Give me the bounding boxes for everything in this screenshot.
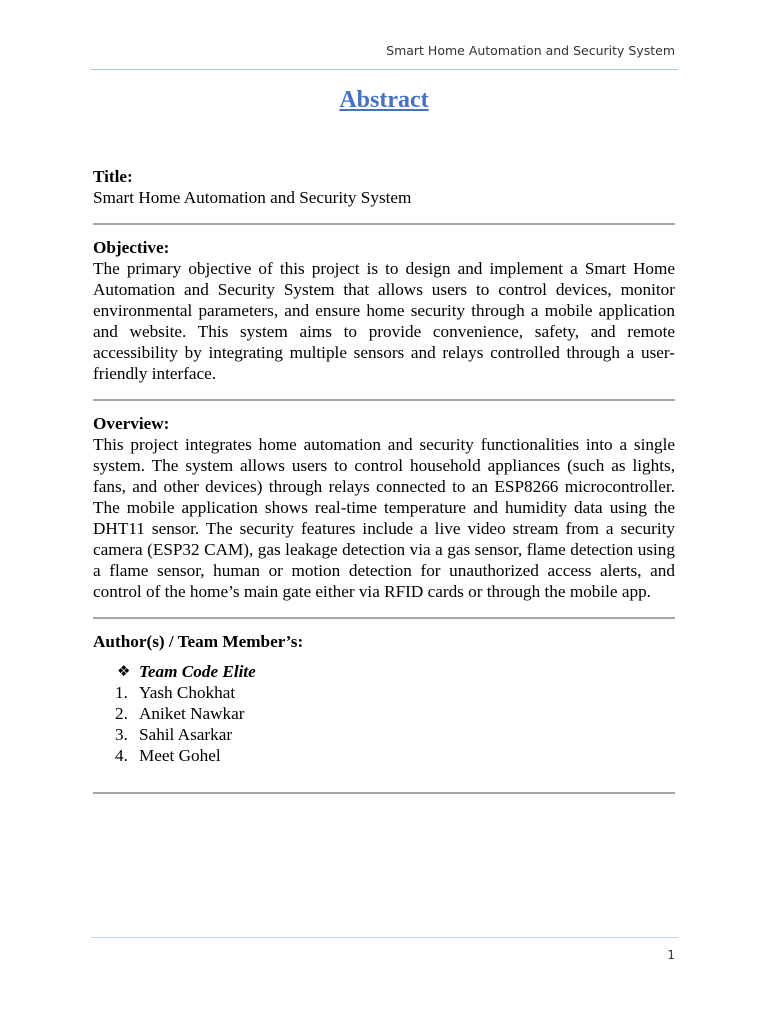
list-number: 2.	[115, 704, 128, 723]
running-header: Smart Home Automation and Security System	[386, 43, 675, 58]
objective-label: Objective:	[93, 238, 170, 257]
objective-text: The primary objective of this project is to design and implement a Smart Home Automation and Security System that allows users to control devices, monitor environmental parameters, and ensure home security through a mobile application and website. This system aims to provide convenience, safety, and remote accessibility by integrating multiple sensors and relays controlled through a user-friendly interface.	[93, 259, 675, 383]
list-number: 4.	[115, 746, 128, 765]
list-item	[93, 745, 675, 766]
section-divider	[93, 617, 675, 619]
section-divider	[93, 223, 675, 225]
page-title: Abstract	[339, 87, 429, 113]
title-section	[93, 166, 675, 208]
diamond-bullet-icon: ❖	[117, 662, 131, 680]
member-name: Aniket Nawkar	[139, 704, 245, 723]
member-name: Meet Gohel	[139, 746, 221, 765]
footer-divider	[91, 937, 678, 938]
list-number: 3.	[115, 725, 128, 744]
document-body	[93, 166, 675, 794]
team-list	[93, 661, 675, 766]
team-name-item	[93, 661, 675, 682]
list-item	[93, 682, 675, 703]
overview-label: Overview:	[93, 414, 170, 433]
member-name: Sahil Asarkar	[139, 725, 233, 744]
list-number: 1.	[115, 683, 128, 702]
section-divider	[93, 399, 675, 401]
list-item	[93, 724, 675, 745]
title-label: Title:	[93, 167, 133, 186]
page-number: 1	[667, 948, 675, 962]
list-item	[93, 703, 675, 724]
authors-label: Author(s) / Team Member’s:	[93, 632, 304, 651]
header-divider	[91, 69, 678, 70]
objective-section	[93, 237, 675, 384]
section-divider	[93, 792, 675, 794]
overview-text: This project integrates home automation and security functionalities into a single system. The system allows users to control household appliances (such as lights, fans, and other devices) through relays connected to an ESP8266 microcontroller. The mobile application shows real-time temperature and humidity data using the DHT11 sensor. The security features include a live video stream from a security camera (ESP32 CAM), gas leakage detection via a gas sensor, flame detection using a flame sensor, human or motion detection for unauthorized access alerts, and control of the home’s main gate either via RFID cards or through the mobile app.	[93, 435, 675, 601]
team-name: Team Code Elite	[139, 662, 256, 681]
authors-section	[93, 631, 675, 766]
title-value: Smart Home Automation and Security System	[93, 188, 412, 207]
overview-section	[93, 413, 675, 602]
member-name: Yash Chokhat	[139, 683, 236, 702]
